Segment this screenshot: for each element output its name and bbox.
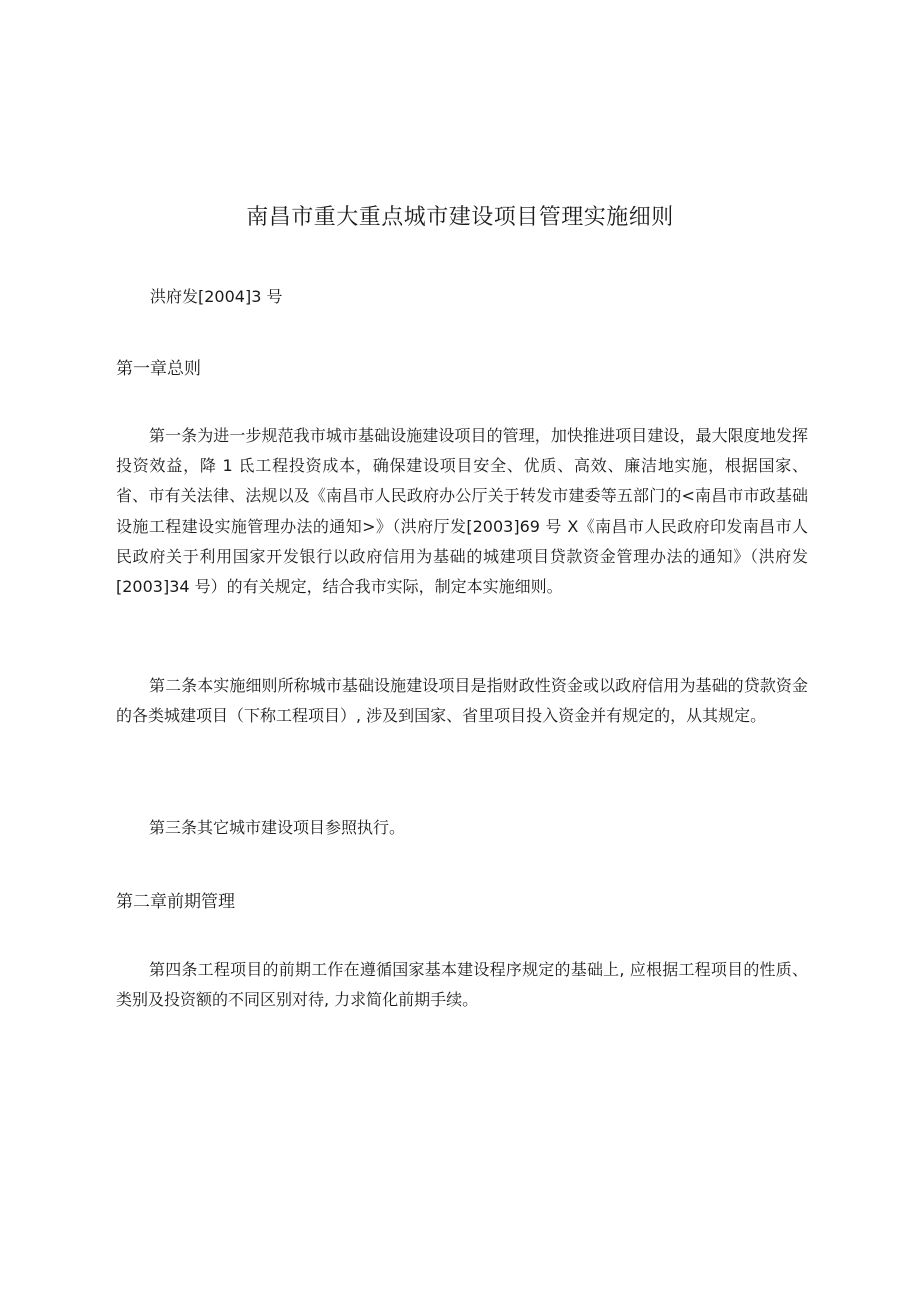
article-4: 第四条工程项目的前期工作在遵循国家基本建设程序规定的基础上, 应根据工程项目的性质、类别及投资额的不同区别对待, 力求简化前期手续。 bbox=[116, 960, 808, 1010]
document-title: 南昌市重大重点城市建设项目管理实施细则 bbox=[246, 205, 674, 230]
document-number: 洪府发[2004]3 号 bbox=[150, 287, 283, 306]
chapter-1-heading: 第一章总则 bbox=[116, 359, 201, 379]
article-3: 第三条其它城市建设项目参照执行。 bbox=[149, 818, 406, 837]
article-1: 第一条为进一步规范我市城市基础设施建设项目的管理，加快推进项目建设，最大限度地发挥投资效益，降 1 氐工程投资成本，确保建设项目安全、优质、高效、廉洁地实施，根据国家、省、市有关法律、法规以及《南昌市人民政府办公厅关于转发市建委等五部门的<南昌市市政基础设施工程建设实施管理办法的通知>》（洪府厅发[2003]69 号 X《南昌市人民政府印发南昌市人民政府关于利用国家开发银行以政府信用为基础的城建项目贷款资金管理办法的通知》（洪府发[2003]34 号）的有关规定，结合我市实际，制定本实施细则。 bbox=[116, 426, 808, 597]
chapter-2-heading: 第二章前期管理 bbox=[116, 892, 235, 912]
article-2: 第二条本实施细则所称城市基础设施建设项目是指财政性资金或以政府信用为基础的贷款资金的各类城建项目（下称工程项目）, 涉及到国家、省里项目投入资金并有规定的，从其规定。 bbox=[116, 676, 808, 726]
